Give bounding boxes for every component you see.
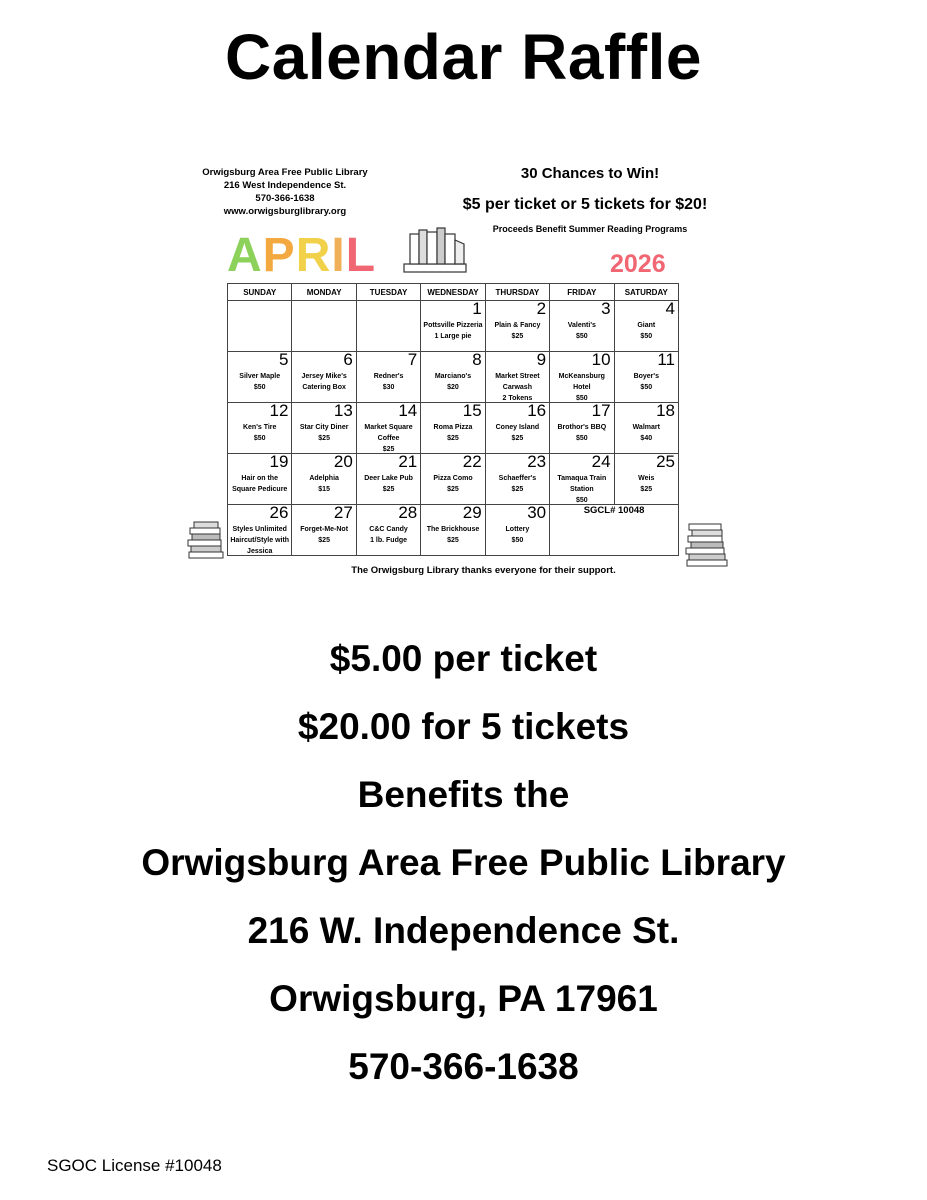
chances-text: 30 Chances to Win! — [520, 165, 660, 182]
month-letter: L — [345, 229, 377, 282]
calendar-day-cell — [356, 454, 420, 505]
city-state-zip: Orwigsburg, PA 17961 — [269, 978, 658, 1019]
day-number: 27 — [333, 503, 353, 522]
prize-name: McKeansburg Hotel — [558, 373, 605, 391]
day-number: 30 — [527, 503, 547, 522]
prize-value: $25 — [382, 446, 395, 453]
prize-value: $50 — [575, 497, 588, 504]
prize-info — [230, 524, 289, 557]
prize-name: Plain & Fancy — [494, 322, 541, 329]
day-number: 15 — [462, 401, 482, 420]
prize-name: Giant — [637, 322, 656, 329]
prize-value: $25 — [382, 486, 395, 493]
prize-value: $50 — [253, 435, 266, 442]
prize-info — [552, 473, 611, 506]
books-icon — [400, 226, 470, 276]
prize-name: Walmart — [632, 424, 660, 431]
prize-value: $50 — [575, 333, 588, 340]
prize-info — [423, 473, 482, 495]
library-name: Orwigsburg Area Free Public Library — [202, 167, 368, 178]
prize-value: Catering Box — [302, 384, 346, 391]
prize-value: 1 lb. Fudge — [370, 537, 408, 544]
prize-name: Pottsville Pizzeria — [423, 322, 483, 329]
prize-info — [230, 371, 289, 393]
day-number: 3 — [601, 299, 611, 318]
prize-name: Market Square Coffee — [364, 424, 413, 442]
prize-name: Roma Pizza — [433, 424, 473, 431]
calendar-day-cell — [228, 505, 292, 556]
day-number: 17 — [591, 401, 611, 420]
prize-name: Forget-Me-Not — [300, 526, 349, 533]
license-number: SGOC License #10048 — [47, 1156, 222, 1175]
prize-name: Deer Lake Pub — [364, 475, 413, 482]
month-letter: I — [331, 229, 346, 282]
day-number: 22 — [462, 452, 482, 471]
day-number: 29 — [462, 503, 482, 522]
calendar-week-row — [228, 301, 679, 352]
price-text: $5 per ticket or 5 tickets for $20! — [462, 196, 708, 213]
calendar-day-cell — [614, 352, 678, 403]
prize-info — [359, 524, 418, 546]
page-title: Calendar Raffle — [225, 21, 702, 93]
prize-info — [294, 473, 353, 495]
calendar-day-cell — [292, 403, 356, 454]
prize-name: Star City Diner — [299, 424, 349, 431]
prize-value: $50 — [640, 384, 653, 391]
library-website: www.orwigsburglibrary.org — [223, 206, 347, 217]
book-stack-icon — [187, 520, 225, 560]
calendar-day-cell — [485, 505, 549, 556]
month-letter: R — [295, 229, 332, 282]
prize-value: $50 — [575, 395, 588, 402]
calendar-day-cell — [485, 352, 549, 403]
prize-value: $25 — [447, 537, 459, 544]
prize-name: Valenti's — [567, 322, 596, 329]
calendar-day-cell — [228, 403, 292, 454]
prize-info — [617, 473, 676, 495]
proceeds-text: Proceeds Benefit Summer Reading Programs — [492, 224, 688, 234]
weekday-header-row — [228, 284, 679, 301]
prize-info — [294, 524, 353, 546]
day-number: 7 — [407, 350, 418, 369]
prize-info — [617, 320, 676, 342]
prize-value: $50 — [511, 537, 524, 544]
prize-value: $30 — [382, 384, 395, 391]
day-number: 8 — [472, 350, 482, 369]
day-number: 21 — [398, 452, 418, 471]
calendar-day-cell — [614, 403, 678, 454]
prize-info — [617, 371, 676, 393]
phone-number: 570-366-1638 — [348, 1046, 579, 1087]
weekday-monday: MONDAY — [292, 284, 356, 301]
day-number: 13 — [333, 401, 353, 420]
prize-info — [294, 371, 353, 393]
thanks-text: The Orwigsburg Library thanks everyone for their support. — [351, 565, 616, 576]
library-address: 216 West Independence St. — [223, 180, 347, 191]
prize-value: $25 — [640, 486, 653, 493]
calendar-day-cell — [550, 403, 614, 454]
day-number: 23 — [527, 452, 547, 471]
prize-info — [294, 422, 353, 444]
raffle-flyer — [185, 160, 735, 585]
day-number: 24 — [591, 452, 611, 471]
weekday-thursday: THURSDAY — [485, 284, 549, 301]
prize-value: $50 — [640, 333, 653, 340]
day-number: 26 — [269, 503, 289, 522]
calendar-day-cell — [356, 352, 420, 403]
calendar-week-row — [228, 352, 679, 403]
prize-name: Market Street Carwash — [495, 373, 540, 391]
prize-info — [552, 422, 611, 444]
calendar-day-cell — [356, 403, 420, 454]
calendar-day-cell — [421, 454, 485, 505]
ticket-price: $5.00 per ticket — [329, 638, 598, 679]
calendar-day-cell — [228, 454, 292, 505]
prize-name: C&C Candy — [369, 526, 408, 533]
calendar-day-cell — [356, 505, 420, 556]
calendar-day-cell — [292, 505, 356, 556]
calendar-day-cell — [485, 403, 549, 454]
day-number: 12 — [269, 401, 289, 420]
prize-info — [230, 422, 289, 444]
prize-info — [488, 320, 547, 342]
weekday-sunday: SUNDAY — [228, 284, 292, 301]
calendar-day-cell — [550, 454, 614, 505]
prize-value: $15 — [318, 486, 330, 493]
prize-name: Weis — [638, 475, 655, 482]
prize-name: Ken's Tire — [242, 424, 277, 431]
prize-info — [423, 371, 482, 393]
calendar-day-cell — [614, 301, 678, 352]
day-number: 4 — [665, 299, 675, 318]
calendar-grid — [227, 283, 679, 556]
prize-info — [552, 320, 611, 342]
prize-name: Schaeffer's — [498, 475, 537, 482]
day-number: 16 — [527, 401, 547, 420]
prize-value: 2 Tokens — [502, 395, 533, 402]
calendar-empty-cell — [228, 301, 292, 352]
prize-value: $25 — [511, 435, 524, 442]
library-info — [195, 166, 375, 218]
library-phone: 570-366-1638 — [255, 193, 315, 204]
day-number: 11 — [657, 350, 675, 369]
month-letter: P — [262, 229, 296, 282]
day-number: 20 — [333, 452, 353, 471]
prize-info — [552, 371, 611, 404]
prize-name: Jersey Mike's — [301, 373, 347, 380]
prize-info — [359, 371, 418, 393]
day-number: 2 — [536, 299, 547, 318]
street-address: 216 W. Independence St. — [247, 910, 680, 951]
prize-name: The Brickhouse — [426, 526, 480, 533]
calendar-day-cell — [421, 505, 485, 556]
calendar-day-cell — [614, 454, 678, 505]
calendar-day-cell — [292, 352, 356, 403]
prize-info — [488, 371, 547, 404]
day-number: 10 — [591, 350, 611, 369]
prize-info — [230, 473, 289, 495]
weekday-tuesday: TUESDAY — [356, 284, 420, 301]
prize-name: Silver Maple — [239, 373, 281, 380]
calendar-day-cell — [228, 352, 292, 403]
day-number: 19 — [269, 452, 289, 471]
prize-value: $50 — [575, 435, 588, 442]
day-number: 9 — [536, 350, 547, 369]
prize-info — [423, 524, 482, 546]
prize-info — [488, 422, 547, 444]
calendar-week-row — [228, 505, 679, 556]
day-number: 28 — [398, 503, 418, 522]
day-number: 18 — [656, 401, 675, 420]
prize-name: Marciano's — [434, 373, 472, 380]
calendar-week-row — [228, 403, 679, 454]
prize-name: Redner's — [373, 373, 404, 380]
day-number: 5 — [278, 350, 289, 369]
weekday-friday: FRIDAY — [550, 284, 614, 301]
prize-name: Coney Island — [495, 424, 540, 431]
calendar-empty-cell — [356, 301, 420, 352]
day-number: 25 — [656, 452, 675, 471]
prize-name: Boyer's — [633, 373, 659, 380]
prize-value: $25 — [447, 486, 459, 493]
prize-name: Hair on the Square Pedicure — [232, 475, 288, 493]
calendar-day-cell — [292, 454, 356, 505]
calendar-empty-cell — [292, 301, 356, 352]
prize-name: Adelphia — [309, 475, 339, 482]
prize-info — [423, 422, 482, 444]
prize-value: $25 — [511, 333, 524, 340]
prize-value: 1 Large pie — [434, 333, 472, 340]
prize-info — [423, 320, 482, 342]
day-number: 6 — [343, 350, 353, 369]
prize-value: $20 — [447, 384, 459, 391]
calendar-day-cell — [421, 352, 485, 403]
calendar-day-cell — [550, 301, 614, 352]
calendar-day-cell — [485, 301, 549, 352]
calendar-day-cell — [550, 352, 614, 403]
prize-info — [488, 473, 547, 495]
prize-value: $25 — [318, 435, 330, 442]
month-title — [227, 230, 376, 282]
day-number: 1 — [472, 299, 482, 318]
prize-name: Pizza Como — [433, 475, 473, 482]
prize-name: Styles Unlimited Haircut/Style with Jessica — [230, 526, 290, 555]
year-label: 2026 — [610, 250, 666, 278]
calendar-day-cell — [421, 403, 485, 454]
bundle-price: $20.00 for 5 tickets — [297, 706, 630, 747]
calendar-day-cell — [421, 301, 485, 352]
library-name-large: Orwigsburg Area Free Public Library — [141, 842, 786, 883]
prize-info — [617, 422, 676, 444]
prize-info — [488, 524, 547, 546]
weekday-wednesday: WEDNESDAY — [421, 284, 485, 301]
prize-value: $25 — [318, 537, 330, 544]
prize-info — [359, 473, 418, 495]
book-stack-icon — [683, 520, 731, 568]
calendar-day-cell — [485, 454, 549, 505]
month-letter: A — [227, 229, 263, 282]
weekday-saturday: SATURDAY — [614, 284, 678, 301]
calendar-week-row — [228, 454, 679, 505]
sgcl-number: SGCL# 10048 — [550, 505, 679, 556]
prize-name: Brothor's BBQ — [557, 424, 607, 431]
prize-value: $25 — [447, 435, 459, 442]
day-number: 14 — [398, 401, 418, 420]
prize-value: $40 — [640, 435, 653, 442]
prize-info — [359, 422, 418, 455]
prize-value: $50 — [253, 384, 266, 391]
prize-value: $25 — [511, 486, 524, 493]
prize-name: Lottery — [505, 526, 530, 533]
benefits-label: Benefits the — [357, 774, 570, 815]
prize-name: Tamaqua Train Station — [557, 475, 607, 493]
